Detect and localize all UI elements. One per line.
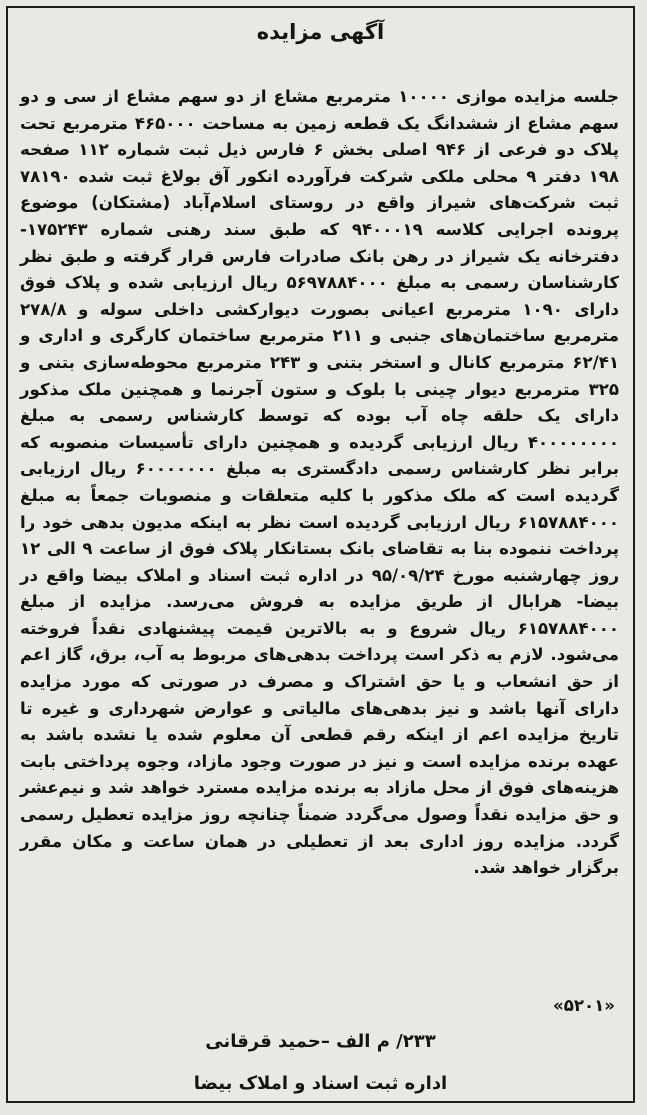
signer-line: ۲۳۳/ م الف –حمید قرقانی [205,1031,436,1052]
notice-body: جلسه مزایده موازی ۱۰۰۰۰ مترمربع مشاع از دو سهم مشاع از سی و دو سهم مشاع از ششدانگ یک قطعه زمین به مساحت ۴۶۵۰۰۰ مترمربع تحت پلاک دو فرعی از ۹۴۶ اصلی بخش ۶ فارس ذیل ثبت شماره ۱۱۲ صفحه ۱۹۸ دفتر ۹ محلی ملکی شرکت فرآورده انکور آق بولاغ ثبت شده ۷۸۱۹۰ ثبت شرکت‌های شیراز واقع در روستای اسلام‌آباد (مشتکان) موضوع پرونده اجرایی کلاسه ۹۴۰۰۰۱۹ که طبق سند رهنی شماره ۱۷۵۲۴۳- دفترخانه یک شیراز در رهن بانک صادرات فارس قرار گرفته و طبق نظر کارشناسان رسمی به مبلغ ۵۶۹۷۸۸۴۰۰۰ ریال ارزیابی شده و پلاک فوق دارای ۱۰۹۰ مترمربع اعیانی بصورت دیوارکشی داخلی سوله و ۲۷۸/۸ مترمربع ساختمان‌های جنبی و ۲۱۱ مترمربع ساختمان کارگری و اداری و ۶۲/۴۱ مترمربع کانال و استخر بتنی و ۲۴۳ مترمربع محوطه‌سازی بتنی و ۳۲۵ مترمربع دیوار چینی با بلوک و ستون آجرنما و همچنین ملک مذکور دارای یک حلقه چاه آب بوده که توسط کارشناس رسمی به مبلغ ۴۰۰۰۰۰۰۰۰ ریال ارزیابی گردیده و همچنین دارای تأسیسات منصوبه که برابر نظر کارشناس رسمی دادگستری به مبلغ ۶۰۰۰۰۰۰۰ ریال ارزیابی گردیده است که ملک مذکور با کلیه متعلقات و منصوبات جمعاً به مبلغ ۶۱۵۷۸۸۴۰۰۰ ریال ارزیابی گردیده است نظر به اینکه مدیون بدهی خود را پرداخت ننموده بنا به تقاضای بانک بستانکار پلاک فوق از ساعت ۹ الی ۱۲ روز چهارشنبه مورخ ۹۵/۰۹/۲۴ در اداره ثبت اسناد و املاک بیضا واقع در بیضا- هرابال از طریق مزایده به فروش می‌رسد. مزایده از مبلغ ۶۱۵۷۸۸۴۰۰۰ ریال شروع و به بالاترین قیمت پیشنهادی نقداً فروخته می‌شود. لازم به ذکر است پرداخت بدهی‌های مربوط به آب، برق، گاز اعم از حق انشعاب و یا حق اشتراک و مصرف در صورتی که مورد مزایده دارای آنها باشد و نیز بدهی‌های مالیاتی و عوارض شهرداری و غیره تا تاریخ مزایده اعم از اینکه رقم قطعی آن معلوم شده یا نشده باشد به عهده برنده مزایده است و نیز در صورت وجود مازاد، وجوه پرداختی بابت هزینه‌های فوق از محل مازاد به برنده مزایده مسترد خواهد شد و نیم‌عشر و حق مزایده نقداً وصول می‌گردد ضمناً چنانچه روز مزایده تعطیل رسمی گردد. مزایده روز اداری بعد از تعطیلی در همان ساعت و مکان مقرر برگزار خواهد شد. [20,87,620,878]
reference-code: «۵۲۰۱» [553,996,615,1015]
notice-frame [6,6,635,1103]
notice-title: آگهی مزایده [256,20,385,44]
issuing-office: اداره ثبت اسناد و املاک بیضا [193,1073,448,1094]
